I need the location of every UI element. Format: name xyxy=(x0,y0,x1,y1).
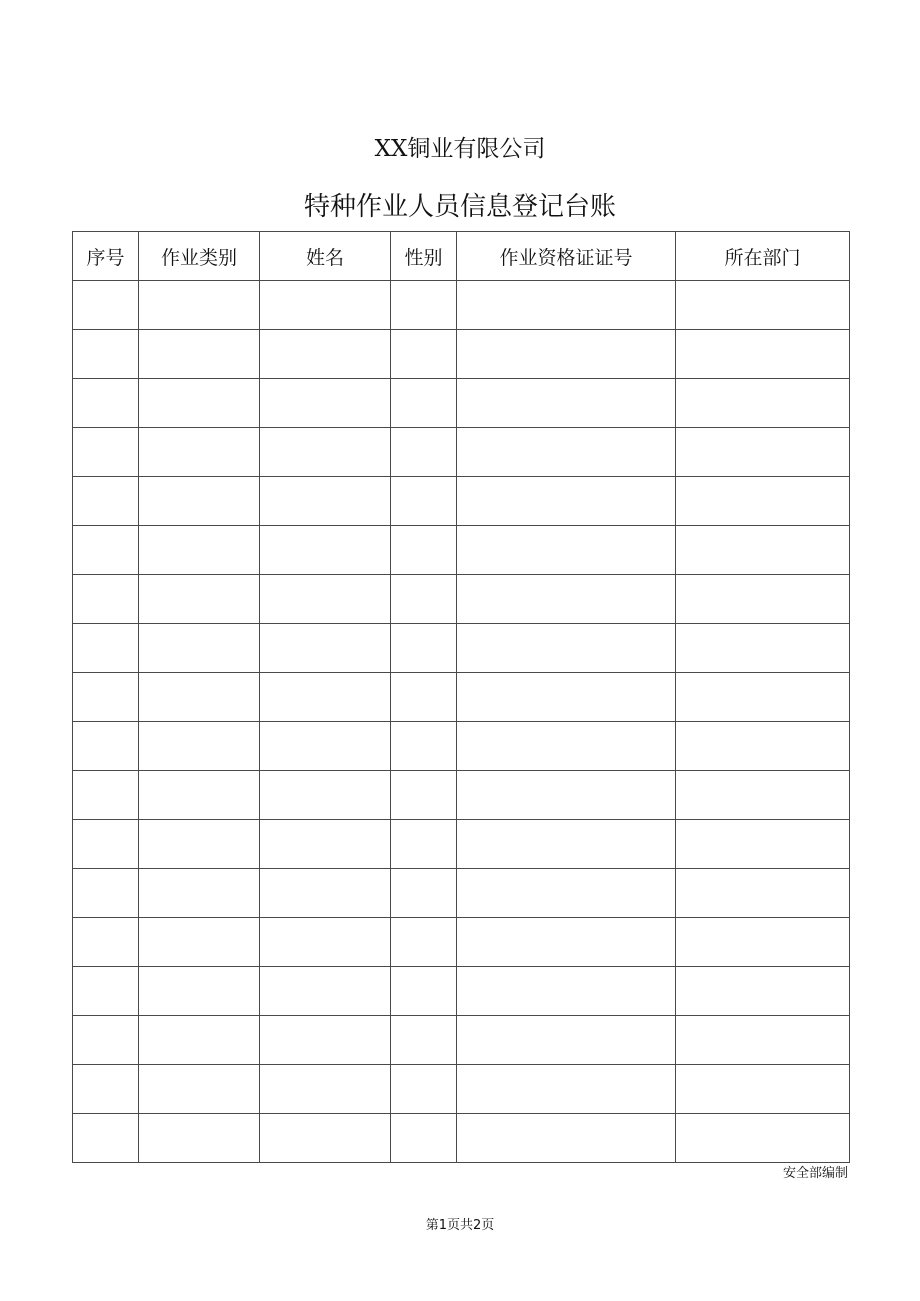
table-cell[interactable] xyxy=(391,624,457,673)
table-header-row xyxy=(73,232,850,281)
table-cell[interactable] xyxy=(457,428,676,477)
table-row xyxy=(73,771,850,820)
table-cell[interactable] xyxy=(457,1016,676,1065)
table-cell[interactable] xyxy=(139,575,260,624)
column-header-work-category: 作业类别 xyxy=(139,232,260,281)
table-cell[interactable] xyxy=(260,575,391,624)
table-cell[interactable] xyxy=(73,575,139,624)
table-cell[interactable] xyxy=(260,1065,391,1114)
table-cell[interactable] xyxy=(139,624,260,673)
table-row xyxy=(73,379,850,428)
table-row xyxy=(73,918,850,967)
table-cell[interactable] xyxy=(73,771,139,820)
table-cell[interactable] xyxy=(457,869,676,918)
table-cell[interactable] xyxy=(73,477,139,526)
table-cell[interactable] xyxy=(676,624,850,673)
table-cell[interactable] xyxy=(260,281,391,330)
table-row xyxy=(73,330,850,379)
table-cell[interactable] xyxy=(391,477,457,526)
table-cell[interactable] xyxy=(139,771,260,820)
table-row xyxy=(73,428,850,477)
table-row xyxy=(73,1016,850,1065)
table-cell[interactable] xyxy=(391,428,457,477)
table-row xyxy=(73,1114,850,1163)
column-header-department: 所在部门 xyxy=(676,232,850,281)
table-row xyxy=(73,967,850,1016)
table-cell[interactable] xyxy=(391,869,457,918)
table-cell[interactable] xyxy=(139,428,260,477)
table-cell[interactable] xyxy=(457,820,676,869)
table-cell[interactable] xyxy=(73,624,139,673)
table-cell[interactable] xyxy=(457,918,676,967)
table-cell[interactable] xyxy=(457,967,676,1016)
table-cell[interactable] xyxy=(73,428,139,477)
table-cell[interactable] xyxy=(676,722,850,771)
table-cell[interactable] xyxy=(139,379,260,428)
table-cell[interactable] xyxy=(139,722,260,771)
table-row xyxy=(73,624,850,673)
table-cell[interactable] xyxy=(139,673,260,722)
table-cell[interactable] xyxy=(676,967,850,1016)
table-cell[interactable] xyxy=(260,820,391,869)
table-cell[interactable] xyxy=(676,575,850,624)
table-cell[interactable] xyxy=(391,1114,457,1163)
table-cell[interactable] xyxy=(260,771,391,820)
table-cell[interactable] xyxy=(457,379,676,428)
table-row xyxy=(73,477,850,526)
table-cell[interactable] xyxy=(139,330,260,379)
table-cell[interactable] xyxy=(457,1065,676,1114)
table-cell[interactable] xyxy=(676,428,850,477)
table-cell[interactable] xyxy=(457,330,676,379)
table-cell[interactable] xyxy=(391,722,457,771)
table-cell[interactable] xyxy=(457,722,676,771)
table-cell[interactable] xyxy=(260,428,391,477)
table-cell[interactable] xyxy=(676,1114,850,1163)
table-cell[interactable] xyxy=(73,820,139,869)
table-cell[interactable] xyxy=(676,1016,850,1065)
table-cell[interactable] xyxy=(457,673,676,722)
table-cell[interactable] xyxy=(676,379,850,428)
table-cell[interactable] xyxy=(260,330,391,379)
table-cell[interactable] xyxy=(676,771,850,820)
table-cell[interactable] xyxy=(139,869,260,918)
table-cell[interactable] xyxy=(73,1114,139,1163)
table-row xyxy=(73,526,850,575)
table-cell[interactable] xyxy=(139,918,260,967)
table-cell[interactable] xyxy=(73,673,139,722)
table-cell[interactable] xyxy=(260,477,391,526)
table-cell[interactable] xyxy=(73,379,139,428)
table-cell[interactable] xyxy=(676,477,850,526)
table-cell[interactable] xyxy=(457,1114,676,1163)
document-title: 特种作业人员信息登记台账 xyxy=(303,192,616,222)
table-cell[interactable] xyxy=(457,477,676,526)
table-cell[interactable] xyxy=(457,624,676,673)
table-cell[interactable] xyxy=(260,624,391,673)
table-cell[interactable] xyxy=(139,477,260,526)
table-row xyxy=(73,575,850,624)
compiled-by-note: 安全部编制 xyxy=(782,1166,848,1181)
column-header-serial: 序号 xyxy=(73,232,139,281)
table-row xyxy=(73,281,850,330)
table-row xyxy=(73,1065,850,1114)
table-cell[interactable] xyxy=(73,1016,139,1065)
table-row xyxy=(73,673,850,722)
table-cell[interactable] xyxy=(391,967,457,1016)
table-cell[interactable] xyxy=(139,1016,260,1065)
table-cell[interactable] xyxy=(260,967,391,1016)
table-cell[interactable] xyxy=(260,1114,391,1163)
table-cell[interactable] xyxy=(676,526,850,575)
table-cell[interactable] xyxy=(676,330,850,379)
table-cell[interactable] xyxy=(391,820,457,869)
table-cell[interactable] xyxy=(676,869,850,918)
table-cell[interactable] xyxy=(139,967,260,1016)
table-cell[interactable] xyxy=(260,526,391,575)
table-cell[interactable] xyxy=(260,869,391,918)
table-cell[interactable] xyxy=(391,281,457,330)
table-cell[interactable] xyxy=(457,281,676,330)
table-cell[interactable] xyxy=(73,526,139,575)
table-cell[interactable] xyxy=(457,575,676,624)
table-cell[interactable] xyxy=(391,771,457,820)
table-cell[interactable] xyxy=(139,1065,260,1114)
table-body xyxy=(73,281,850,1163)
table-cell[interactable] xyxy=(73,918,139,967)
table-cell[interactable] xyxy=(676,918,850,967)
table-cell[interactable] xyxy=(391,673,457,722)
table-row xyxy=(73,722,850,771)
table-cell[interactable] xyxy=(391,1016,457,1065)
table-cell[interactable] xyxy=(260,1016,391,1065)
table-cell[interactable] xyxy=(391,379,457,428)
table-cell[interactable] xyxy=(73,722,139,771)
table-cell[interactable] xyxy=(676,673,850,722)
column-header-certificate-number: 作业资格证证号 xyxy=(457,232,676,281)
table-cell[interactable] xyxy=(73,281,139,330)
table-row xyxy=(73,869,850,918)
table-cell[interactable] xyxy=(260,673,391,722)
table-cell[interactable] xyxy=(676,820,850,869)
personnel-ledger-table xyxy=(72,231,850,1163)
table-cell[interactable] xyxy=(391,526,457,575)
table-cell[interactable] xyxy=(676,281,850,330)
column-header-gender: 性别 xyxy=(391,232,457,281)
column-header-name: 姓名 xyxy=(260,232,391,281)
table-cell[interactable] xyxy=(139,281,260,330)
table-cell[interactable] xyxy=(139,1114,260,1163)
table-cell[interactable] xyxy=(676,1065,850,1114)
page-number: 第1页共2页 xyxy=(425,1218,495,1233)
table-cell[interactable] xyxy=(391,330,457,379)
company-name: XX铜业有限公司 xyxy=(374,136,546,162)
table-cell[interactable] xyxy=(391,575,457,624)
table-cell[interactable] xyxy=(391,1065,457,1114)
table-cell[interactable] xyxy=(260,918,391,967)
table-cell[interactable] xyxy=(260,722,391,771)
table-cell[interactable] xyxy=(139,526,260,575)
table-row xyxy=(73,820,850,869)
table-cell[interactable] xyxy=(73,330,139,379)
table-cell[interactable] xyxy=(73,869,139,918)
table-cell[interactable] xyxy=(260,379,391,428)
table-cell[interactable] xyxy=(73,967,139,1016)
table-cell[interactable] xyxy=(457,771,676,820)
table-cell[interactable] xyxy=(457,526,676,575)
table-cell[interactable] xyxy=(139,820,260,869)
table-cell[interactable] xyxy=(391,918,457,967)
table-cell[interactable] xyxy=(73,1065,139,1114)
